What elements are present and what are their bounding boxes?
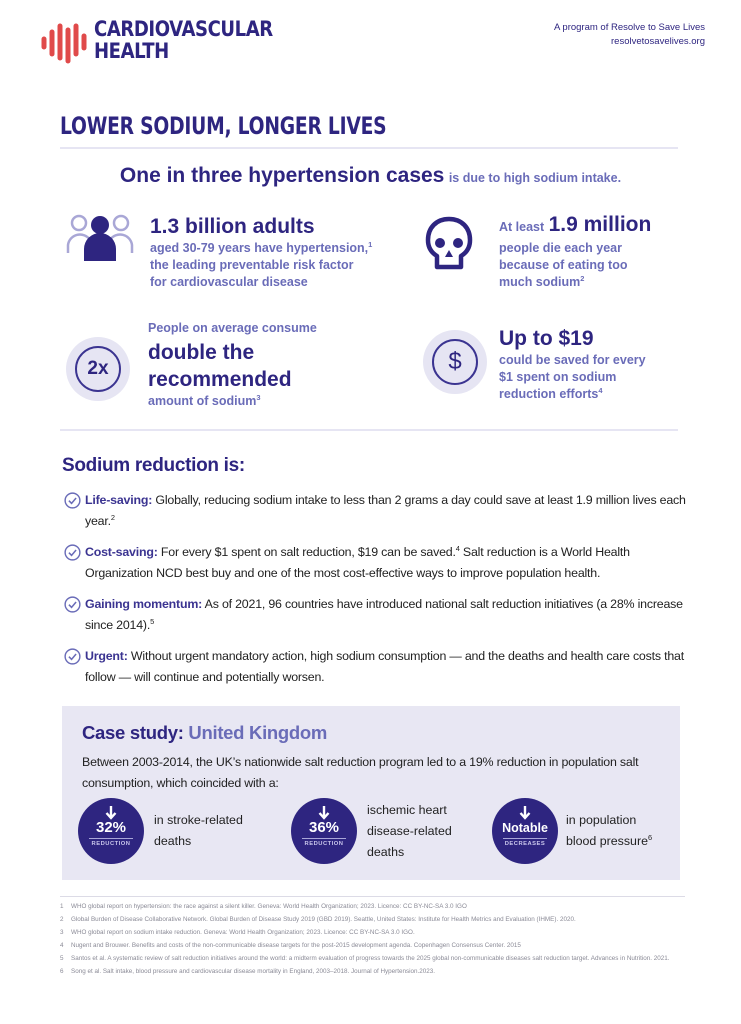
list-item bbox=[64, 646, 694, 688]
badge-value: 36% bbox=[308, 819, 340, 836]
stat-savings-value: Up to $19 bbox=[499, 327, 594, 350]
stat-line: could be saved for every bbox=[499, 353, 646, 367]
footnote bbox=[60, 941, 690, 950]
footnote-number: 5 bbox=[60, 955, 64, 962]
item-label: Cost-saving: bbox=[85, 545, 158, 559]
logo-wordmark bbox=[94, 18, 273, 62]
footnote bbox=[60, 954, 690, 963]
stat-deaths bbox=[499, 212, 651, 291]
stat-line: people die each year bbox=[499, 241, 622, 255]
stat-line: because of eating too bbox=[499, 258, 628, 272]
ischemic-reduction-badge bbox=[291, 798, 357, 864]
case-study-label: Case study: bbox=[82, 722, 184, 743]
stroke-reduction-badge bbox=[78, 798, 144, 864]
stat-deaths-value: 1.9 million bbox=[548, 213, 652, 236]
badge-caption: REDUCTION bbox=[304, 841, 344, 847]
list-item bbox=[64, 542, 694, 584]
program-line: A program of Resolve to Save Lives bbox=[553, 22, 705, 33]
badge-value: Notable bbox=[502, 821, 548, 835]
badge-divider bbox=[503, 838, 547, 839]
check-circle-icon bbox=[64, 648, 81, 665]
footnote-number: 4 bbox=[60, 942, 64, 949]
footnote-text: Song et al. Salt intake, blood pressure and cardiovascular disease mortality in England, 2003–2018. Journal of Hypertension.2023. bbox=[71, 968, 436, 975]
arrow-down-icon bbox=[105, 806, 117, 820]
stat-consume bbox=[148, 320, 317, 410]
stat-line: for cardiovascular disease bbox=[150, 275, 308, 289]
badge-description bbox=[367, 800, 452, 863]
check-circle-icon bbox=[64, 544, 81, 561]
headline bbox=[0, 164, 741, 188]
logo-line-1: CARDIOVASCULAR bbox=[94, 17, 273, 41]
footnote-ref: 2 bbox=[580, 273, 585, 283]
stat-line: $1 spent on sodium bbox=[499, 370, 617, 384]
case-study-panel bbox=[62, 706, 680, 880]
logo-line-2: HEALTH bbox=[94, 39, 169, 63]
program-url[interactable]: resolvetosavelives.org bbox=[611, 36, 705, 47]
item-label: Urgent: bbox=[85, 649, 128, 663]
section-heading: Sodium reduction is: bbox=[62, 455, 245, 476]
badge-line: in stroke-related bbox=[154, 813, 243, 827]
list-item bbox=[64, 594, 694, 636]
footnote-ref: 4 bbox=[598, 385, 603, 395]
footnote-number: 1 bbox=[60, 903, 64, 910]
footnote-ref: 2 bbox=[110, 512, 115, 522]
stat-adults-desc bbox=[150, 240, 372, 291]
2x-icon-text: 2x bbox=[75, 346, 121, 392]
headline-bold: One in three hypertension cases bbox=[119, 164, 445, 187]
dollar-icon-text: $ bbox=[432, 339, 478, 385]
arrow-down-icon bbox=[519, 806, 531, 820]
divider bbox=[60, 147, 678, 149]
footnotes bbox=[60, 902, 690, 980]
footnote-number: 2 bbox=[60, 916, 64, 923]
list-item bbox=[64, 490, 694, 532]
footnote-ref: 3 bbox=[256, 392, 261, 402]
stat-savings bbox=[499, 326, 646, 403]
footnote-ref: 6 bbox=[647, 832, 653, 842]
stat-consume-post: amount of sodium bbox=[148, 394, 257, 408]
badge-line: blood pressure bbox=[566, 834, 648, 848]
case-study-country: United Kingdom bbox=[188, 722, 328, 743]
program-info bbox=[554, 21, 705, 49]
badge-description bbox=[566, 810, 652, 852]
footnote bbox=[60, 928, 690, 937]
check-circle-icon bbox=[64, 596, 81, 613]
item-text: Without urgent mandatory action, high sodium consumption — and the deaths and health care costs that follow — will continue and potentially worsen. bbox=[85, 649, 684, 684]
footnote-divider bbox=[60, 896, 685, 897]
footnote-text: Global Burden of Disease Collaborative Network. Global Burden of Disease Study 2019 (GBD 2019). Seattle, United States: Institute for Health Metrics and Evaluation (IHME). 2020. bbox=[71, 916, 576, 923]
footnote-text: WHO global report on hypertension: the race against a silent killer. Geneva: World Health Organization; 2023. Licence: CC BY-NC-SA 3.0 IGO bbox=[71, 903, 467, 910]
stat-adults-value: 1.3 billion adults bbox=[150, 215, 315, 238]
stat-consume-big-2: recommended bbox=[148, 368, 292, 391]
badge-description bbox=[154, 810, 243, 852]
stat-line: much sodium bbox=[499, 275, 581, 289]
footnote bbox=[60, 967, 690, 976]
2x-icon bbox=[66, 337, 130, 401]
check-circle-icon bbox=[64, 492, 81, 509]
stat-savings-desc bbox=[499, 352, 646, 403]
footnote-text: WHO global report on sodium intake reduction. Geneva: World Health Organization; 2023. Licence: CC BY-NC-SA 3.0 IGO. bbox=[71, 929, 415, 936]
benefits-list bbox=[64, 490, 694, 698]
item-label: Gaining momentum: bbox=[85, 597, 203, 611]
stat-deaths-desc bbox=[499, 240, 651, 291]
footnote-number: 6 bbox=[60, 968, 64, 975]
arrow-down-icon bbox=[318, 806, 330, 820]
stat-line: the leading preventable risk factor bbox=[150, 258, 354, 272]
item-text: Globally, reducing sodium intake to less than 2 grams a day could save at least 1.9 million lives each year. bbox=[85, 493, 686, 528]
footnote-ref: 5 bbox=[150, 616, 155, 626]
skull-icon bbox=[424, 215, 474, 275]
badge-divider bbox=[302, 838, 346, 839]
dollar-icon bbox=[423, 330, 487, 394]
divider bbox=[60, 429, 678, 431]
badge-line: deaths bbox=[154, 834, 192, 848]
item-text: For every $1 spent on salt reduction, $19 can be saved. bbox=[160, 545, 456, 559]
badge-line: disease-related bbox=[367, 824, 452, 838]
stat-consume-pre: People on average consume bbox=[148, 321, 317, 335]
footnote-text: Nugent and Brouwer. Benefits and costs of the non-communicable disease targets for the post-2015 development agenda. Copenhagen Consensus Center. 2015 bbox=[71, 942, 521, 949]
blood-pressure-badge bbox=[492, 798, 558, 864]
people-icon bbox=[66, 213, 134, 263]
footnote-text: Santos et al. A systematic review of salt reduction initiatives around the world: a midterm evaluation of progress towards the 2025 global non-communicable diseases salt reduction target. Advances in Nutrition. 2021. bbox=[71, 955, 670, 962]
item-text: As of 2021, 96 countries have introduced national salt reduction initiatives (a 28% increase since 2014). bbox=[85, 597, 683, 632]
footnote bbox=[60, 915, 690, 924]
badge-value: 32% bbox=[95, 819, 127, 836]
page-title: LOWER SODIUM, LONGER LIVES bbox=[60, 112, 387, 140]
heartbeat-logo-icon bbox=[40, 22, 90, 64]
badge-line: deaths bbox=[367, 845, 405, 859]
badge-line: in population bbox=[566, 813, 637, 827]
case-study-intro: Between 2003-2014, the UK’s nationwide salt reduction program led to a 19% reduction in population salt consumption, which coincided with a: bbox=[82, 755, 639, 790]
footnote-ref: 1 bbox=[368, 239, 373, 249]
footnote bbox=[60, 902, 690, 911]
badge-line: ischemic heart bbox=[367, 803, 447, 817]
stat-consume-big-1: double the bbox=[148, 341, 255, 364]
stat-line: reduction efforts bbox=[499, 387, 599, 401]
stat-line: aged 30-79 years have hypertension, bbox=[150, 241, 369, 255]
case-study-heading bbox=[82, 722, 327, 744]
badge-caption: DECREASES bbox=[504, 841, 546, 847]
headline-rest: is due to high sodium intake. bbox=[448, 171, 622, 185]
footnote-number: 3 bbox=[60, 929, 64, 936]
badge-divider bbox=[89, 838, 133, 839]
footnote-ref: 4 bbox=[455, 543, 460, 553]
item-text-2: Salt reduction is a World Health Organization NCD best buy and one of the most cost-effective ways to improve population health. bbox=[85, 545, 630, 580]
item-label: Life-saving: bbox=[85, 493, 153, 507]
stat-adults bbox=[150, 214, 372, 291]
stat-deaths-prefix: At least bbox=[499, 220, 545, 234]
badge-caption: REDUCTION bbox=[91, 841, 131, 847]
